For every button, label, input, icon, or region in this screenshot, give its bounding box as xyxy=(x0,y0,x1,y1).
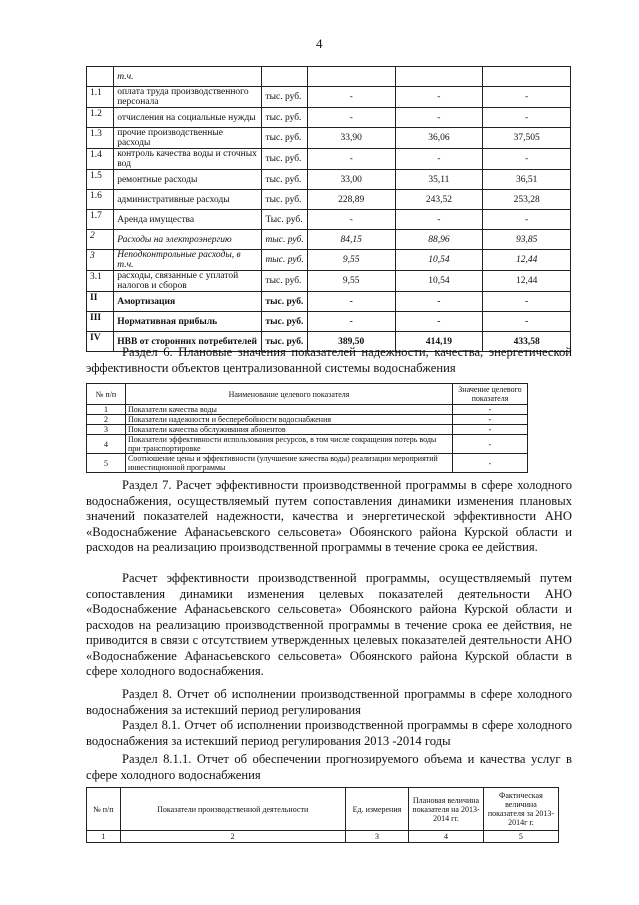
section-8-1-1-heading: Раздел 8.1.1. Отчет об обеспечении прогнозируемого объема и качества услуг в сфере холодного водоснабжения xyxy=(86,752,572,782)
cell-v1: 33,90 xyxy=(307,128,395,149)
cell-v1: - xyxy=(307,149,395,170)
cell-name: ремонтные расходы xyxy=(114,170,262,190)
cell-v2: - xyxy=(395,312,483,332)
cell-v1: 84,15 xyxy=(307,230,395,250)
header-name: Наименование целевого показателя xyxy=(126,384,453,405)
cell-unit: тыс. руб. xyxy=(262,149,307,170)
cell-unit: Тыс. руб. xyxy=(262,210,307,230)
cell-num: 1.4 xyxy=(87,149,114,170)
column-number-cell: 1 xyxy=(87,831,121,843)
table-row xyxy=(87,831,559,843)
cell-unit: тыс. руб. xyxy=(262,230,307,250)
cell-v3: 93,85 xyxy=(483,230,571,250)
cell-v3: 253,28 xyxy=(483,190,571,210)
cell-v2: 414,19 xyxy=(395,332,483,352)
cell-num: 1.6 xyxy=(87,190,114,210)
column-number-cell: 5 xyxy=(483,831,558,843)
table-row xyxy=(87,415,528,425)
column-number-cell: 4 xyxy=(409,831,484,843)
target-indicators-table xyxy=(86,383,528,473)
cell-v1: - xyxy=(307,210,395,230)
table-row xyxy=(87,108,571,128)
cell-v2: 243,52 xyxy=(395,190,483,210)
cell-v1: 389,50 xyxy=(307,332,395,352)
header-cell: Показатели производственной деятельности xyxy=(120,788,345,831)
cost-table xyxy=(86,66,571,352)
cell-num: 1.1 xyxy=(87,87,114,108)
table-row xyxy=(87,67,571,87)
cell-name: Показатели качества обслуживания абонентов xyxy=(126,425,453,435)
cell-v2: 88,96 xyxy=(395,230,483,250)
cell-v1: - xyxy=(307,292,395,312)
cell-num: III xyxy=(87,312,114,332)
cell-v1: - xyxy=(307,108,395,128)
cell-v1: - xyxy=(307,312,395,332)
table-row xyxy=(87,425,528,435)
cell-num: 1 xyxy=(87,405,126,415)
cell-v2: 10,54 xyxy=(395,271,483,292)
cell-num: II xyxy=(87,292,114,312)
cell-name: Расходы на электроэнергию xyxy=(114,230,262,250)
cell-unit: тыс. руб. xyxy=(262,190,307,210)
cell-num xyxy=(87,67,114,87)
cell-unit: тыс. руб. xyxy=(262,271,307,292)
column-number-cell: 3 xyxy=(345,831,408,843)
cell-v1: - xyxy=(307,87,395,108)
cell-name: Амортизация xyxy=(114,292,262,312)
header-cell: Плановая величина показателя на 2013-2014 гг. xyxy=(409,788,484,831)
cell-v3: - xyxy=(483,87,571,108)
cell-val: - xyxy=(453,415,528,425)
table-row xyxy=(87,435,528,454)
cell-unit: тыс. руб. xyxy=(262,108,307,128)
cell-v3: 36,51 xyxy=(483,170,571,190)
cell-v3: 12,44 xyxy=(483,250,571,271)
cell-name: Показатели качества воды xyxy=(126,405,453,415)
cell-v2 xyxy=(395,67,483,87)
cell-num: 4 xyxy=(87,435,126,454)
section-8-1-heading: Раздел 8.1. Отчет об исполнении производственной программы в сфере холодного водоснабжения за истекший период регулирования 2013 -2014 годы xyxy=(86,718,572,748)
cell-name: Показатели надежности и бесперебойности водоснабжения xyxy=(126,415,453,425)
cell-v1: 9,55 xyxy=(307,250,395,271)
header-cell: Фактическая величина показателя за 2013-2014г г. xyxy=(483,788,558,831)
header-value: Значение целевого показателя xyxy=(453,384,528,405)
cell-name: Соотношение цены и эффективности (улучшение качества воды) реализации мероприятий инвестиционной программы xyxy=(126,454,453,473)
cell-v2: - xyxy=(395,292,483,312)
cell-name: Показатели эффективности использования ресурсов, в том числе сокращения потерь воды при транспортировке xyxy=(126,435,453,454)
cell-num: 5 xyxy=(87,454,126,473)
page-number: 4 xyxy=(316,36,323,51)
header-cell: Ед. измерения xyxy=(345,788,408,831)
cell-v1: 33,00 xyxy=(307,170,395,190)
cell-num: 1.5 xyxy=(87,170,114,190)
table-row xyxy=(87,190,571,210)
table-row xyxy=(87,149,571,170)
cell-v3: - xyxy=(483,210,571,230)
cell-val: - xyxy=(453,454,528,473)
cell-v3: 37,505 xyxy=(483,128,571,149)
cell-num: 3 xyxy=(87,250,114,271)
table-row xyxy=(87,405,528,415)
cell-v3 xyxy=(483,67,571,87)
header-num: № п/п xyxy=(87,384,126,405)
cell-unit: тыс. руб. xyxy=(262,332,307,352)
cell-num: 2 xyxy=(87,415,126,425)
cell-val: - xyxy=(453,405,528,415)
cell-v3: 12,44 xyxy=(483,271,571,292)
cell-name: Нормативная прибыль xyxy=(114,312,262,332)
cell-name: оплата труда производственного персонала xyxy=(114,87,262,108)
table-row xyxy=(87,312,571,332)
cell-v3: - xyxy=(483,108,571,128)
cell-v2: 10,54 xyxy=(395,250,483,271)
cell-unit: тыс. руб. xyxy=(262,170,307,190)
cell-num: 3 xyxy=(87,425,126,435)
table-row xyxy=(87,170,571,190)
cell-num: 1.3 xyxy=(87,128,114,149)
cell-unit xyxy=(262,67,307,87)
cell-unit: тыс. руб. xyxy=(262,128,307,149)
section-8-heading: Раздел 8. Отчет об исполнении производственной программы в сфере холодного водоснабжения за истекший период регулирования xyxy=(86,687,572,717)
cell-num: 1.7 xyxy=(87,210,114,230)
cell-num: 2 xyxy=(87,230,114,250)
cell-v3: - xyxy=(483,149,571,170)
cell-name: отчисления на социальные нужды xyxy=(114,108,262,128)
cell-unit: тыс. руб. xyxy=(262,312,307,332)
cell-unit: тыс. руб. xyxy=(262,87,307,108)
table-row xyxy=(87,87,571,108)
cell-name: административные расходы xyxy=(114,190,262,210)
cell-v2: - xyxy=(395,149,483,170)
cell-v1: 9,55 xyxy=(307,271,395,292)
cell-name: контроль качества воды и сточных вод xyxy=(114,149,262,170)
cell-v1: 228,89 xyxy=(307,190,395,210)
table-row xyxy=(87,454,528,473)
cell-v3: 433,58 xyxy=(483,332,571,352)
cell-name: НВВ от сторонних потребителей xyxy=(114,332,262,352)
cell-v3: - xyxy=(483,292,571,312)
column-number-cell: 2 xyxy=(120,831,345,843)
cell-name: Аренда имущества xyxy=(114,210,262,230)
cell-v2: - xyxy=(395,210,483,230)
cell-name: Неподконтрольные расходы, в т.ч. xyxy=(114,250,262,271)
cell-v2: - xyxy=(395,108,483,128)
cell-v2: - xyxy=(395,87,483,108)
cell-name: прочие производственные расходы xyxy=(114,128,262,149)
cell-num: 1.2 xyxy=(87,108,114,128)
section-6-heading: Раздел 6. Плановые значения показателей надежности, качества, энергетической эффективности объектов централизованной системы водоснабжения xyxy=(86,345,572,375)
cell-v2: 36,06 xyxy=(395,128,483,149)
cell-val: - xyxy=(453,425,528,435)
cell-v2: 35,11 xyxy=(395,170,483,190)
table-row xyxy=(87,128,571,149)
cell-name: т.ч. xyxy=(114,67,262,87)
table-row xyxy=(87,292,571,312)
section-7-paragraph-2: Расчет эффективности производственной программы, осуществляемый путем сопоставления динамики изменения целевых показателей деятельности АНО «Водоснабжение Афанасьевского сельсовета» Обоянского района Курской области и расходов на реализацию производственной программы в течение срока ее действия, не приводится в связи с отсутствием утвержденных целевых показателей деятельности АНО «Водоснабжение Афанасьевского сельсовета» Обоянского района Курской области в сфере холодного водоснабжения. xyxy=(86,571,572,678)
cell-val: - xyxy=(453,435,528,454)
cell-num: IV xyxy=(87,332,114,352)
cell-v1 xyxy=(307,67,395,87)
table-row xyxy=(87,250,571,271)
table-row xyxy=(87,230,571,250)
header-cell: № п/п xyxy=(87,788,121,831)
cell-num: 3.1 xyxy=(87,271,114,292)
cell-unit: тыс. руб. xyxy=(262,250,307,271)
table-row xyxy=(87,210,571,230)
report-table xyxy=(86,787,559,843)
cell-name: расходы, связанные с уплатой налогов и сборов xyxy=(114,271,262,292)
section-7-text: Раздел 7. Расчет эффективности производственной программы в сфере холодного водоснабжения, осуществляемый путем сопоставления динамики изменения плановых значений показателей надежности, качества и энергетической эффективности АНО «Водоснабжение Афанасьевского сельсовета» Обоянского района Курской области и расходов на реализацию производственной программы в течение срока ее действия. xyxy=(86,478,572,554)
cell-unit: тыс. руб. xyxy=(262,292,307,312)
table-row xyxy=(87,271,571,292)
cell-v3: - xyxy=(483,312,571,332)
